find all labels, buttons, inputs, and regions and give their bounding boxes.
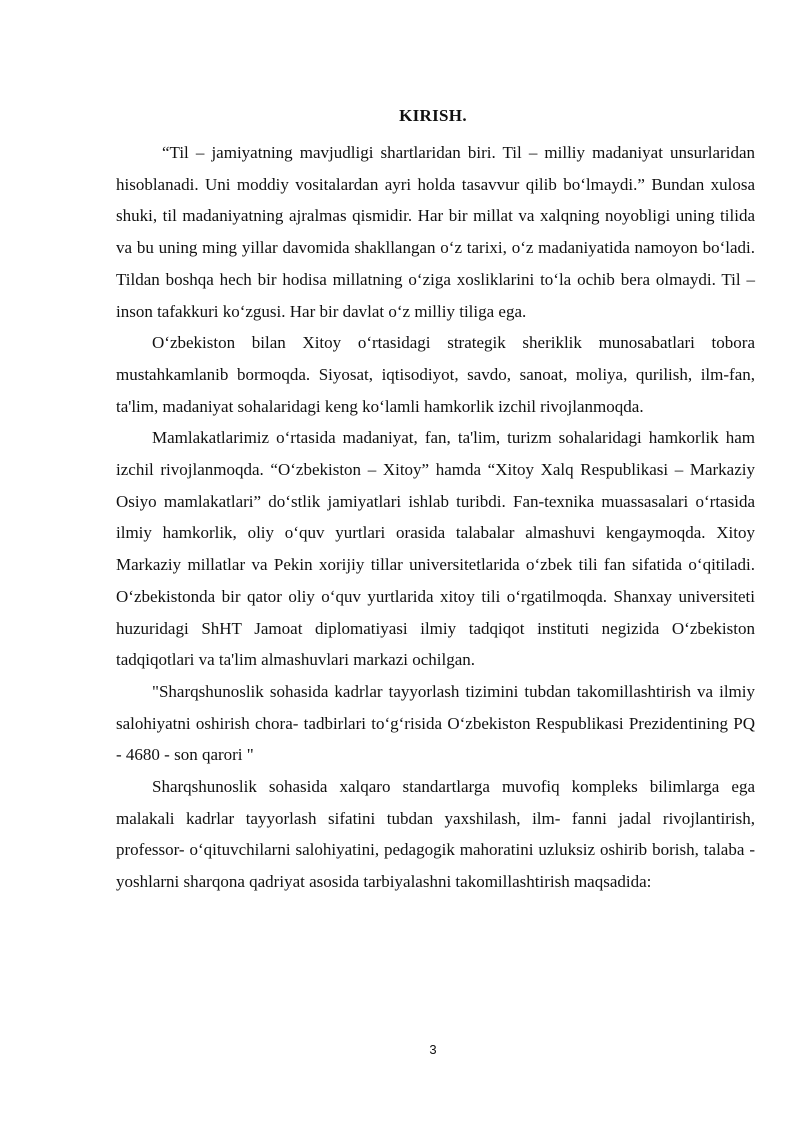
paragraph-presidential-decree: "Sharqshunoslik sohasida kadrlar tayyorlash tizimini tubdan takomillashtirish va ilmiy salohiyatni oshirish chora- tadbirlari to‘g‘risida O‘zbekiston Respublikasi Prezidentining PQ - 4680 - son qarori " [116, 681, 755, 765]
section-title: KIRISH. [399, 106, 467, 125]
paragraph-strategic-partnership: O‘zbekiston bilan Xitoy o‘rtasidagi strategik sheriklik munosabatlari tobora mustahkamlanib bormoqda. Siyosat, iqtisodiyot, savdo, sanoat, moliya, qurilish, ilm-fan, ta'lim, madaniyat sohalaridagi keng ko‘lamli hamkorlik izchil rivojlanmoqda. [116, 333, 755, 416]
paragraph-cultural-cooperation: Mamlakatlarimiz o‘rtasida madaniyat, fan, ta'lim, turizm sohalaridagi hamkorlik ham izchil rivojlanmoqda. “O‘zbekiston – Xitoy” hamda “Xitoy Xalq Respublikasi – Markaziy Osiyo mamlakatlari” do‘stlik jamiyatlari ishlab turibdi. Fan-texnika muassasalari o‘rtasida ilmiy hamkorlik, oliy o‘quv yurtlari orasida talabalar almashuvi kengaymoqda. Xitoy Markaziy millatlar va Pekin xorijiy tillar universitetlarida o‘zbek tili fan sifatida o‘qitiladi. O‘zbekistonda bir qator oliy o‘quv yurtlarida xitoy tili o‘rgatilmoqda. Shanxay universiteti huzuridagi ShHT Jamoat diplomatiyasi ilmiy tadqiqot instituti negizida O‘zbekiston tadqiqotlari va ta'lim almashuvlari markazi ochilgan. [116, 428, 755, 670]
paragraph-oriental-studies-goals: Sharqshunoslik sohasida xalqaro standartlarga muvofiq kompleks bilimlarga ega malakali kadrlar tayyorlash sifatini tubdan yaxshilash, ilm- fanni jadal rivojlantirish, professor- o‘qituvchilarni salohiyatini, pedagogik mahoratini uzluksiz oshirib borish, talaba - yoshlarni sharqona qadriyat asosida tarbiyalashni takomillashtirish maqsadida: [116, 777, 755, 892]
page-number: 3 [429, 1042, 437, 1057]
document-body [116, 137, 755, 898]
paragraph-intro-quote: “Til – jamiyatning mavjudligi shartlaridan biri. Til – milliy madaniyat unsurlaridan hisoblanadi. Uni moddiy vositalardan ayri holda tasavvur qilib bo‘lmaydi.” Bundan xulosa shuki, til madaniyatning ajralmas qismidir. Har bir millat va xalqning noyobligi uning tilida va bu uning ming yillar davomida shakllangan o‘z tarixi, o‘z madaniyatida namoyon bo‘ladi. Tildan boshqa hech bir hodisa millatning o‘ziga xosliklarini to‘la ochib bera olmaydi. Til – inson tafakkuri ko‘zgusi. Har bir davlat o‘z milliy tiliga ega. [116, 143, 755, 321]
